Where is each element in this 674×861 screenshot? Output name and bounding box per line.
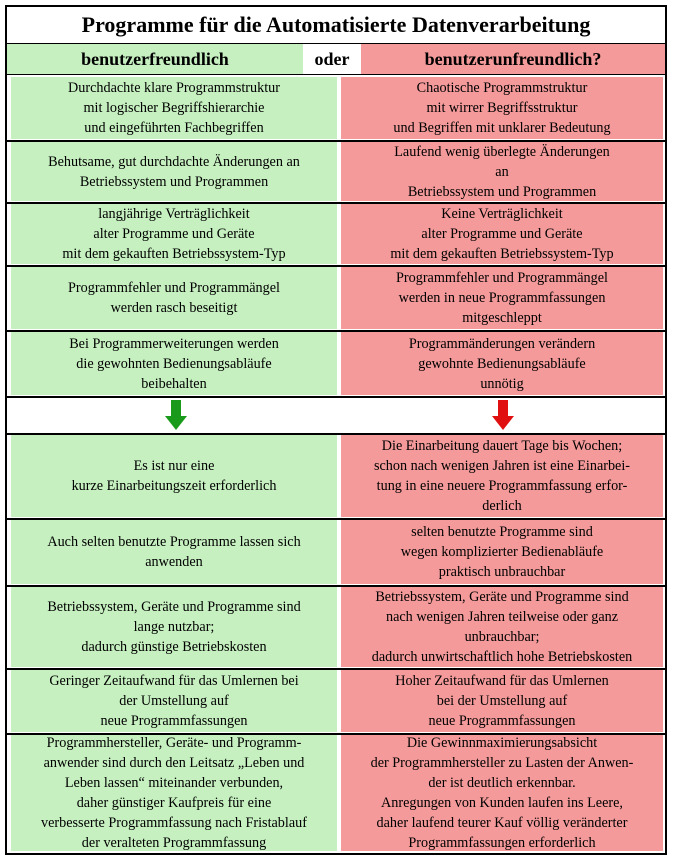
row-5-left: Bei Programmerweiterungen werden die gewohnten Bedienungsabläufe beibehalten <box>11 332 337 395</box>
row-3-right: Keine Verträglichkeit alter Programme und Geräte mit dem gekauften Betriebssystem-Typ <box>341 204 663 264</box>
green-down-arrow-icon <box>165 400 187 430</box>
row-8-right: Betriebssystem, Geräte und Programme sind nach wenigen Jahren teilweise oder ganz unbrauchbar; dadurch unwirtschaftlich hohe Betriebskosten <box>341 587 663 667</box>
row-1-right: Chaotische Programmstruktur mit wirrer Begriffsstruktur und Begriffen mit unklarer Bedeutung <box>341 77 663 139</box>
header-user-friendly: benutzerfreundlich <box>7 44 303 75</box>
row-9-left: Geringer Zeitaufwand für das Umlernen bei der Umstellung auf neue Programmfassungen <box>11 670 337 732</box>
comparison-table <box>5 5 667 855</box>
row-6-left: Es ist nur eine kurze Einarbeitungszeit erforderlich <box>11 435 337 517</box>
row-7-left: Auch selten benutzte Programme lassen sich anwenden <box>11 520 337 584</box>
row-9-right: Hoher Zeitaufwand für das Umlernen bei der Umstellung auf neue Programmfassungen <box>341 670 663 732</box>
header-user-unfriendly: benutzerunfreundlich? <box>361 44 665 75</box>
row-6-right: Die Einarbeitung dauert Tage bis Wochen; schon nach wenigen Jahren ist eine Einarbei- tung in eine neuere Programmfassung erfor- derlich <box>341 435 663 517</box>
row-5-right: Programmänderungen verändern gewohnte Bedienungsabläufe unnötig <box>341 332 663 395</box>
header-or: oder <box>303 44 361 75</box>
row-7-right: selten benutzte Programme sind wegen komplizierter Bedienabläufe praktisch unbrauchbar <box>341 520 663 584</box>
page-title: Programme für die Automatisierte Datenverarbeitung <box>7 7 665 44</box>
row-1-left: Durchdachte klare Programmstruktur mit logischer Begriffshierarchie und eingeführten Fachbegriffen <box>11 77 337 139</box>
red-down-arrow-icon <box>492 400 514 430</box>
row-8-left: Betriebssystem, Geräte und Programme sind lange nutzbar; dadurch günstige Betriebskosten <box>11 587 337 667</box>
row-2-left: Behutsame, gut durchdachte Änderungen an Betriebssystem und Programmen <box>11 142 337 201</box>
row-10-left: Programmhersteller, Geräte- und Programm- anwender sind durch den Leitsatz „Leben und Leben lassen“ miteinander verbunden, daher günstiger Kaufpreis für eine verbesserte Programmfassung nach Fristablauf der veralteten Programmfassung <box>11 735 337 851</box>
row-10-right: Die Gewinnmaximierungsabsicht der Programmhersteller zu Lasten der Anwen- der ist deutlich erkennbar. Anregungen von Kunden laufen ins Leere, daher laufend teurer Kauf völlig veränderter Programmfassungen erforderlich <box>341 735 663 851</box>
arrow-row <box>7 398 665 433</box>
row-4-right: Programmfehler und Programmängel werden in neue Programmfassungen mitgeschleppt <box>341 267 663 329</box>
row-3-left: langjährige Verträglichkeit alter Programme und Geräte mit dem gekauften Betriebssystem-Typ <box>11 204 337 264</box>
row-4-left: Programmfehler und Programmängel werden rasch beseitigt <box>11 267 337 329</box>
row-2-right: Laufend wenig überlegte Änderungen an Betriebssystem und Programmen <box>341 142 663 201</box>
